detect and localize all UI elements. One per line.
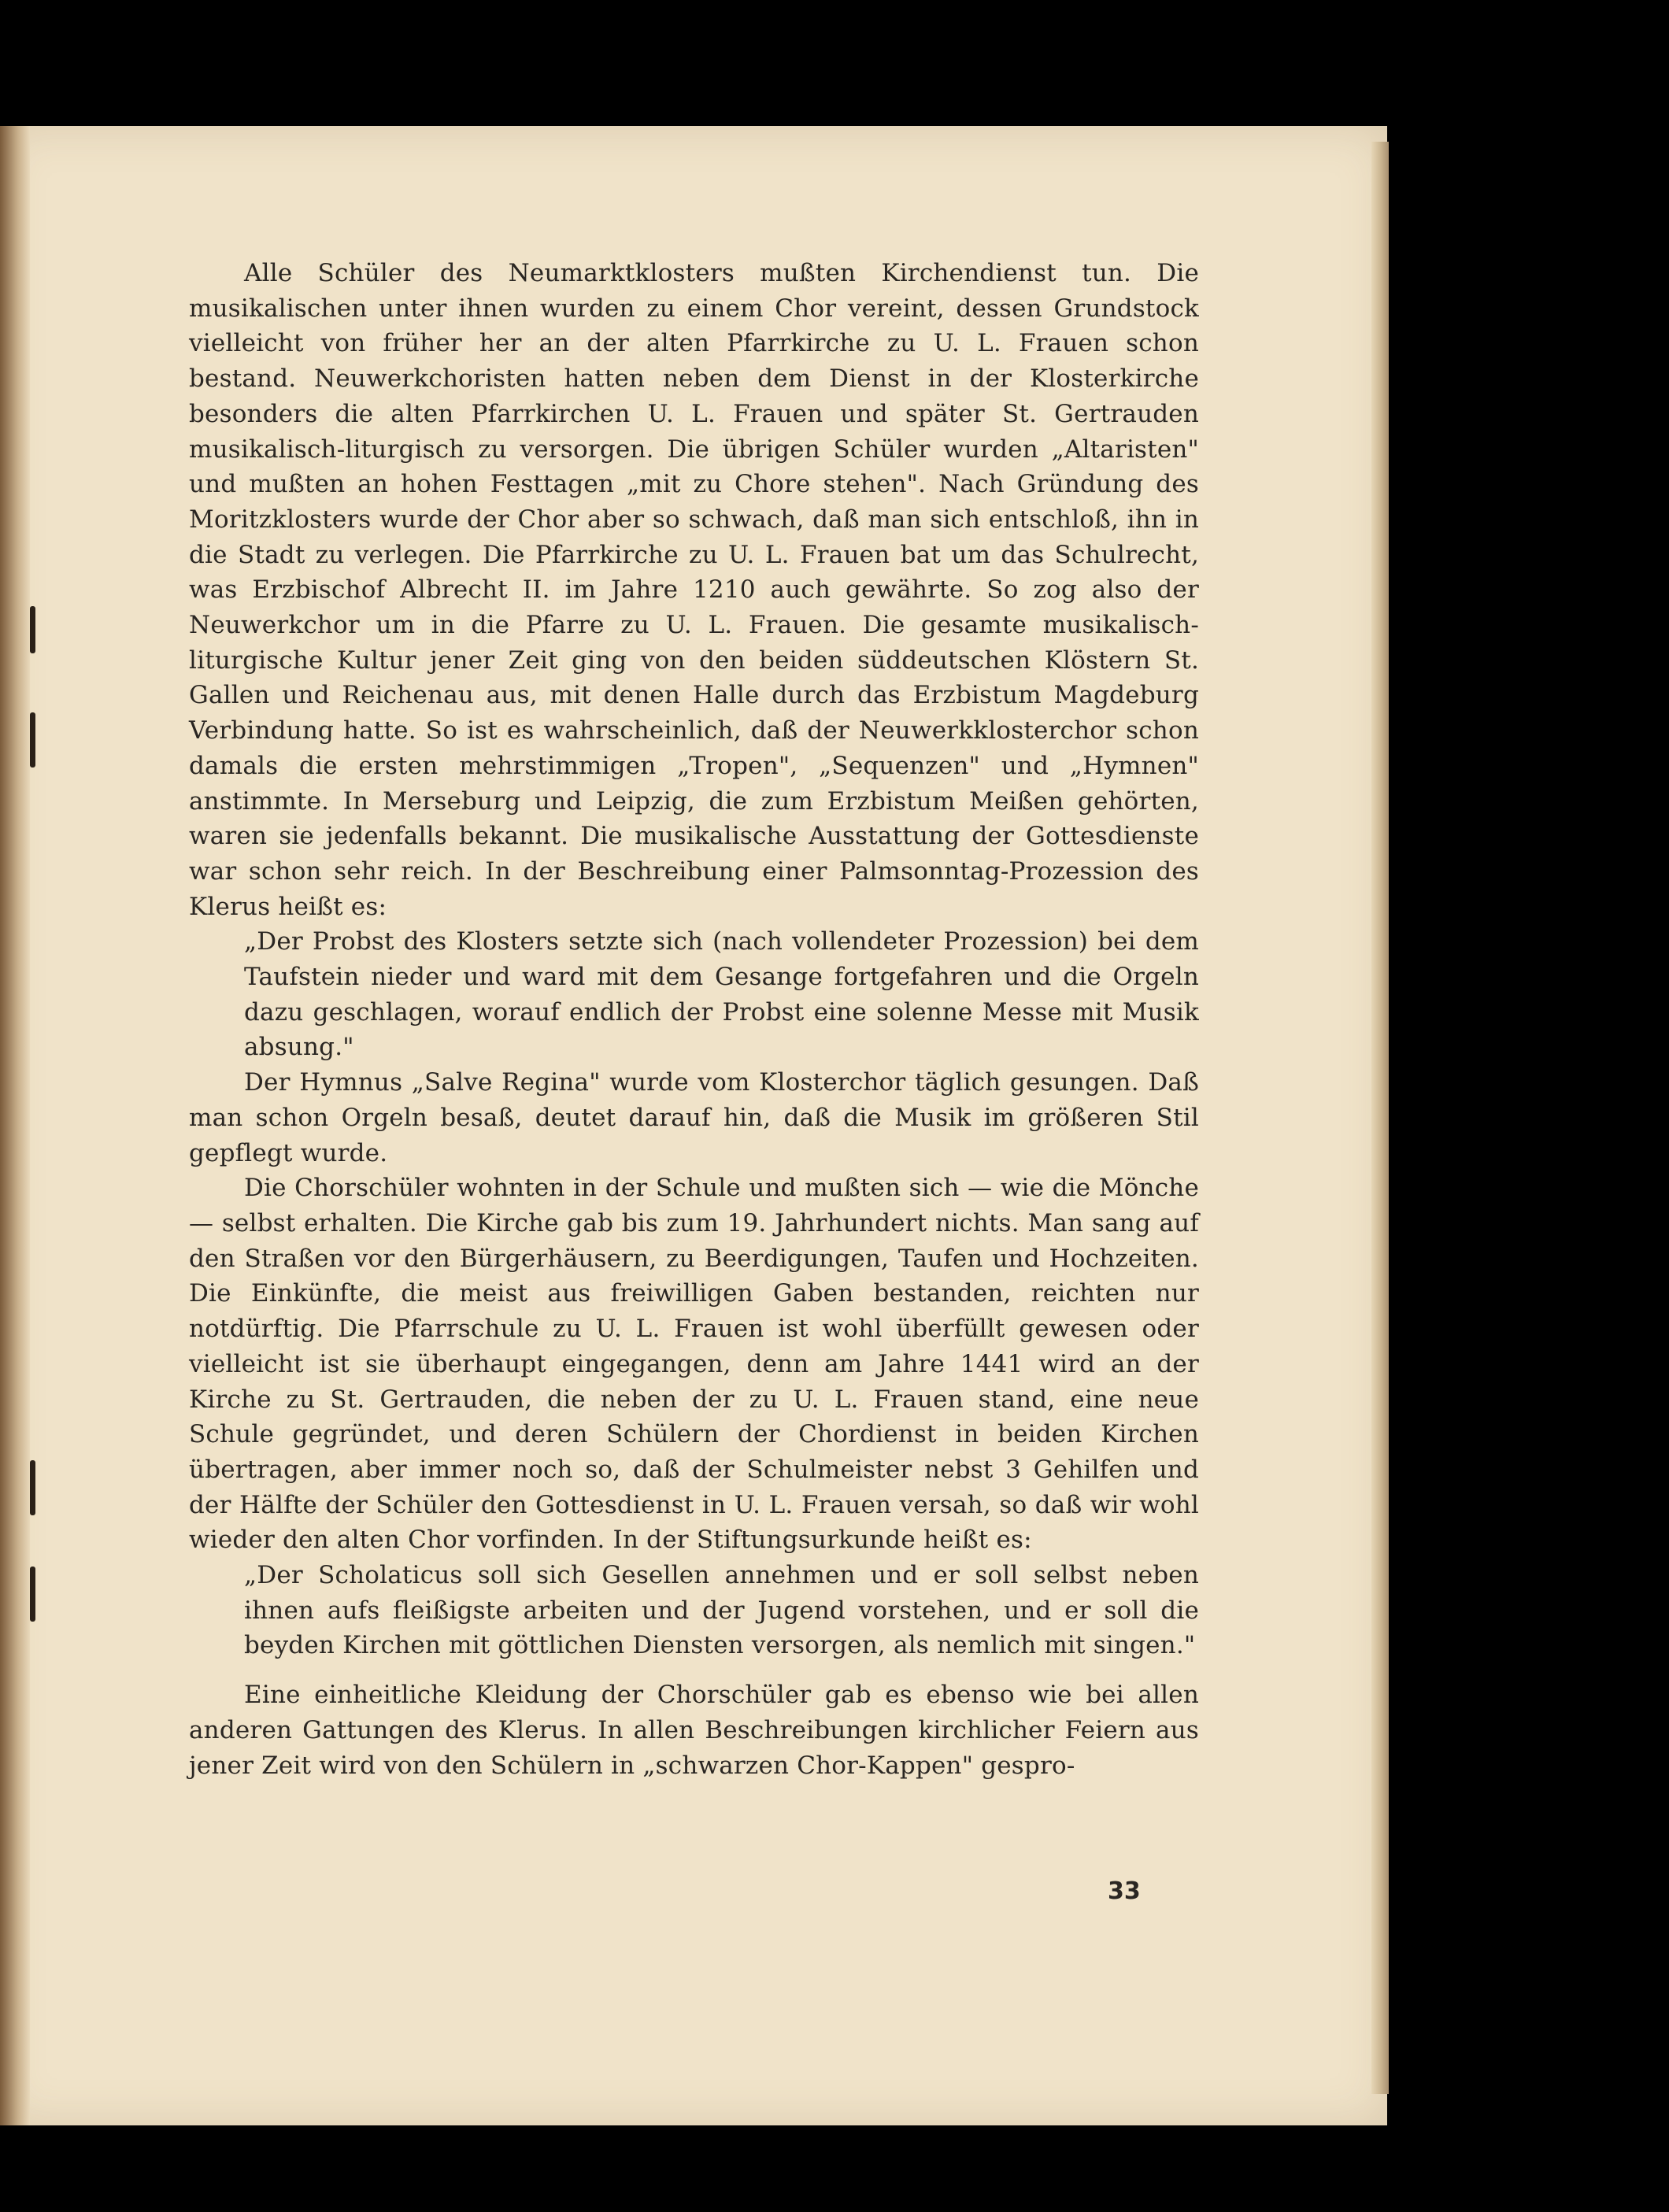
quote-2: „Der Scholaticus soll sich Gesellen annehmen und er soll selbst neben ihnen aufs fleißigste arbeiten und der Jugend vorstehen, und er soll die beyden Kirchen mit göttlichen Diensten versorgen, als nemlich mit singen." xyxy=(244,1561,1199,1660)
paragraph-3: Die Chorschüler wohnten in der Schule und mußten sich — wie die Mönche — selbst erhalten. Die Kirche gab bis zum 19. Jahrhundert nichts. Man sang auf den Straßen vor den Bürgerhäusern, zu Beerdigungen, Taufen und Hochzeiten. Die Einkünfte, die meist aus freiwilligen Gaben bestanden, reichten nur notdürftig. Die Pfarrschule zu U. L. Frauen ist wohl überfüllt gewesen oder vielleicht ist sie überhaupt eingegangen, denn am Jahre 1441 wird an der Kirche zu St. Gertrauden, die neben der zu U. L. Frauen stand, eine neue Schule gegründet, und deren Schülern der Chordienst in beiden Kirchen übertragen, aber immer noch so, daß der Schulmeister nebst 3 Gehilfen und der Hälfte der Schüler den Gottesdienst in U. L. Frauen versah, so daß wir wohl wieder den alten Chor vorfinden. In der Stiftungsurkunde heißt es: xyxy=(189,1174,1199,1555)
page-edge xyxy=(1371,142,1389,2094)
body-text xyxy=(189,256,1199,1783)
binding-staple xyxy=(30,1567,35,1622)
paragraph-1: Alle Schüler des Neumarktklosters mußten Kirchendienst tun. Die musikalischen unter ihnen wurden zu einem Chor vereint, dessen Grundstock vielleicht von früher her an der alten Pfarrkirche zu U. L. Frauen schon bestand. Neuwerkchoristen hatten neben dem Dienst in der Klosterkirche besonders die alten Pfarrkirchen U. L. Frauen und später St. Gertrauden musikalisch-liturgisch zu versorgen. Die übrigen Schüler wurden „Altaristen" und mußten an hohen Festtagen „mit zu Chore stehen". Nach Gründung des Moritzklosters wurde der Chor aber so schwach, daß man sich entschloß, ihn in die Stadt zu verlegen. Die Pfarrkirche zu U. L. Frauen bat um das Schulrecht, was Erzbischof Albrecht II. im Jahre 1210 auch gewährte. So zog also der Neuwerkchor um in die Pfarre zu U. L. Frauen. Die gesamte musikalisch-liturgische Kultur jener Zeit ging von den beiden süddeutschen Klöstern St. Gallen und Reichenau aus, mit denen Halle durch das Erzbistum Magdeburg Verbindung hatte. So ist es wahrscheinlich, daß der Neuwerkklosterchor schon damals die ersten mehrstimmigen „Tropen", „Sequenzen" und „Hymnen" anstimmte. In Merseburg und Leipzig, die zum Erzbistum Meißen gehörten, waren sie jedenfalls bekannt. Die musikalische Ausstattung der Gottesdienste war schon sehr reich. In der Beschreibung einer Palmsonntag-Prozession des Klerus heißt es: xyxy=(189,259,1199,921)
quote-1: „Der Probst des Klosters setzte sich (nach vollendeter Prozession) bei dem Taufstein nieder und ward mit dem Gesange fortgefahren und die Orgeln dazu geschlagen, worauf endlich der Probst eine solenne Messe mit Musik absung." xyxy=(244,927,1199,1062)
book-gutter xyxy=(0,126,30,2125)
binding-staple xyxy=(30,712,35,768)
binding-staple xyxy=(30,1460,35,1515)
paragraph-4: Eine einheitliche Kleidung der Chorschüler gab es ebenso wie bei allen anderen Gattungen des Klerus. In allen Beschreibungen kirchlicher Feiern aus jener Zeit wird von den Schülern in „schwarzen Chor-Kappen" gespro- xyxy=(189,1681,1199,1780)
page-number: 33 xyxy=(1108,1877,1141,1905)
binding-staple xyxy=(30,606,35,653)
paragraph-2: Der Hymnus „Salve Regina" wurde vom Klosterchor täglich gesungen. Daß man schon Orgeln besaß, deutet darauf hin, daß die Musik im größeren Stil gepflegt wurde. xyxy=(189,1068,1199,1167)
